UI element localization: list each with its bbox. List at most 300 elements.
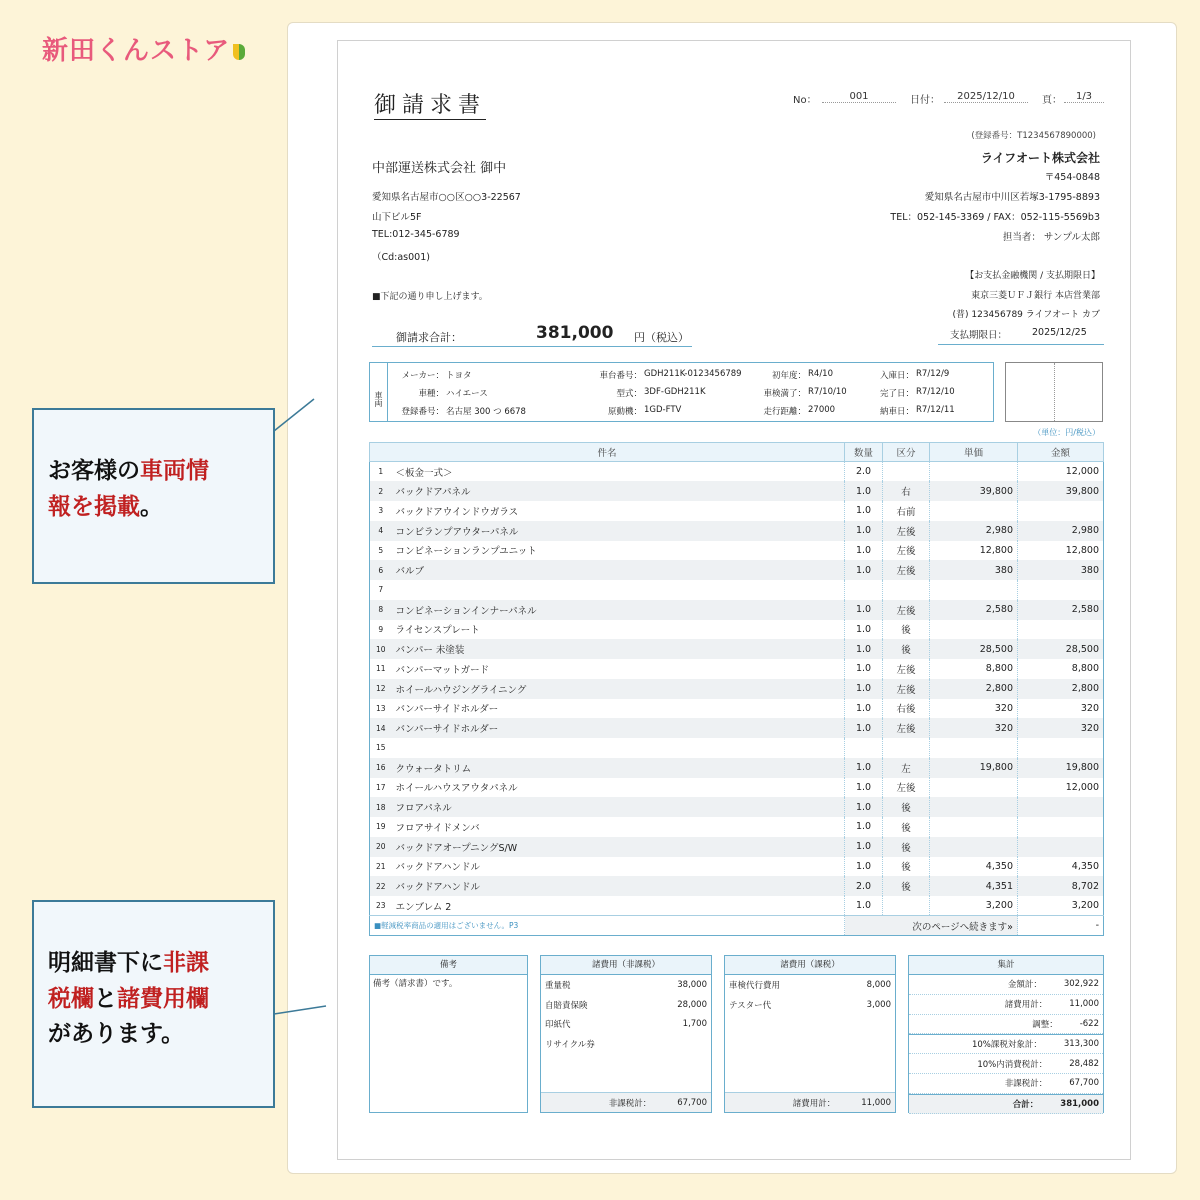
item-amount: 28,500 [1018, 639, 1104, 659]
row-number: 15 [370, 738, 392, 758]
item-class: 後 [883, 876, 930, 896]
item-class: 左後 [883, 679, 930, 699]
callout2-text-c: があります。 [48, 1021, 185, 1048]
item-class [883, 580, 930, 600]
item-amount: 2,580 [1018, 600, 1104, 620]
registration-number: (登録番号：T1234567890000) [971, 131, 1096, 141]
item-name: ホイールハウスアウタパネル [395, 783, 518, 795]
summary-row-label: 諸費用計： [1004, 1000, 1048, 1011]
nontax-box [540, 955, 712, 1113]
summary-rows [909, 975, 1103, 1114]
header-qty: 数量 [845, 443, 883, 462]
item-name: フロアサイドメンバ [395, 822, 480, 834]
item-class: 左後 [883, 659, 930, 679]
vehicle-value: 名古屋 300 つ 6678 [446, 407, 526, 417]
total-unit: 円（税込） [634, 331, 689, 344]
vehicle-label: 入庫日： [879, 371, 914, 381]
vehicle-info-box [369, 362, 994, 422]
item-name: コンビランプアウターパネル [392, 521, 845, 541]
vehicle-label: 原動機： [607, 407, 642, 417]
item-class: 右後 [883, 699, 930, 719]
item-name: バンパーサイドホルダー [392, 718, 845, 738]
summary-row-label: 金額計： [1007, 980, 1042, 991]
note-line: ■下記の通り申し上げます。 [372, 292, 488, 302]
row-number: 1 [370, 462, 392, 482]
item-class: 左後 [883, 521, 930, 541]
item-name: バックドアオープニングS/W [392, 837, 845, 857]
row-number: 10 [370, 639, 392, 659]
row-number: 3 [370, 501, 392, 521]
item-price [930, 797, 1018, 817]
item-amount: 8,800 [1018, 659, 1104, 679]
row-number: 2 [370, 481, 392, 501]
table-row [370, 699, 1104, 719]
nontax-row-value: 1,700 [682, 1019, 707, 1030]
item-amount: 8,702 [1018, 876, 1104, 896]
row-number: 20 [370, 837, 392, 857]
nontax-row [541, 1034, 711, 1054]
item-name: バックドアハンドル [392, 876, 845, 896]
invoice-title: 御請求書 [374, 93, 487, 118]
callout2-highlight-b: 税欄 [48, 985, 94, 1012]
item-qty: 1.0 [845, 521, 883, 541]
header-price: 単価 [930, 443, 1018, 462]
header-name: 件名 [370, 443, 845, 462]
callout-connector-2 [270, 1000, 330, 1020]
customer-tel: TEL:012-345-6789 [372, 229, 460, 240]
callout2-text-a: 明細書下に [48, 950, 163, 976]
item-price: 380 [930, 560, 1018, 580]
item-price [930, 620, 1018, 640]
vehicle-label: 登録番号： [401, 407, 444, 417]
callout1-text-a: お客様の [48, 458, 140, 484]
item-class [883, 462, 930, 482]
vehicle-label: 型式： [616, 389, 642, 399]
item-qty: 1.0 [845, 778, 883, 798]
summary-box [908, 955, 1104, 1113]
header-amount: 金額 [1018, 443, 1104, 462]
item-name: フロアパネル [392, 797, 845, 817]
nontax-total-label: 非課税計： [608, 1098, 652, 1109]
summary-row-value: 313,300 [1063, 1039, 1099, 1050]
item-amount: 19,800 [1018, 758, 1104, 778]
summary-row-value: 302,922 [1063, 979, 1099, 990]
vehicle-value: R7/12/9 [916, 369, 950, 379]
issuer-telfax: TEL：052-145-3369 / FAX：052-115-5569b3 [890, 212, 1100, 223]
nontax-row-label: 重量税 [545, 980, 571, 991]
vehicle-label: 車検満了： [763, 389, 806, 399]
taxed-row [725, 995, 895, 1015]
nontax-row-value: 38,000 [677, 979, 707, 990]
customer-address: 愛知県名古屋市○○区○○3-22567 [372, 192, 521, 203]
row-number: 8 [370, 600, 392, 620]
row-number: 16 [370, 758, 392, 778]
item-name: ライセンスプレート [395, 625, 480, 637]
row-number: 9 [370, 620, 392, 640]
beginner-leaf-icon [233, 44, 245, 60]
customer-name: 中部運送株式会社 御中 [372, 161, 507, 176]
item-amount: 3,200 [1018, 896, 1104, 916]
taxed-box [724, 955, 896, 1113]
summary-row [909, 975, 1103, 995]
nontax-row [541, 995, 711, 1015]
unit-note: （単位：円/税込） [1033, 428, 1100, 437]
table-row [370, 797, 1104, 817]
table-row [370, 639, 1104, 659]
item-price: 4,350 [930, 857, 1018, 877]
row-number: 5 [370, 541, 392, 561]
table-row [370, 600, 1104, 620]
remarks-text: 備考（請求書）です。 [373, 979, 458, 989]
table-row [370, 501, 1104, 521]
item-name [392, 738, 845, 758]
item-name: ＜板金一式＞ [395, 467, 453, 479]
table-row [370, 580, 1104, 600]
item-price: 2,980 [930, 521, 1018, 541]
vehicle-value: R7/10/10 [808, 387, 847, 397]
row-number: 22 [370, 876, 392, 896]
callout1-highlight-a: 車両情 [140, 458, 209, 484]
item-qty: 1.0 [845, 817, 883, 837]
invoice-page [337, 40, 1131, 1160]
item-class: 後 [883, 817, 930, 837]
stamp-divider [1054, 363, 1055, 421]
item-name: コンビネーションインナーパネル [392, 600, 845, 620]
due-label: 支払期限日： [950, 330, 1008, 341]
item-price: 19,800 [930, 758, 1018, 778]
callout2-highlight-c: 諸費用欄 [117, 985, 209, 1012]
item-amount: 4,350 [1018, 857, 1104, 877]
taxed-row-label: テスター代 [729, 1000, 772, 1011]
summary-row-value: 11,000 [1069, 999, 1099, 1010]
due-underline [938, 344, 1104, 345]
total-underline [372, 346, 692, 347]
table-row [370, 778, 1104, 798]
row-number: 19 [370, 817, 392, 837]
item-price [930, 580, 1018, 600]
table-row [370, 837, 1104, 857]
item-name: バックドアパネル [392, 481, 845, 501]
stamp-box [1005, 362, 1103, 422]
item-qty: 1.0 [845, 837, 883, 857]
item-price: 4,351 [930, 876, 1018, 896]
table-row [370, 718, 1104, 738]
vehicle-value: 3DF-GDH211K [644, 387, 706, 397]
item-amount: 320 [1018, 699, 1104, 719]
summary-row [909, 1015, 1103, 1035]
customer-code: （Cd:as001) [372, 252, 430, 263]
item-price: 8,800 [930, 659, 1018, 679]
tax-reduction-note: ■軽減税率商品の適用はございません。P3 [370, 916, 845, 936]
summary-row-value: -622 [1079, 1018, 1099, 1029]
item-class [883, 738, 930, 758]
item-qty: 1.0 [845, 758, 883, 778]
page-label: 頁： [1042, 95, 1062, 106]
item-qty: 1.0 [845, 600, 883, 620]
callout-connector-1 [270, 395, 320, 435]
nontax-rows [541, 975, 711, 1054]
summary-row-value: 28,482 [1069, 1058, 1099, 1069]
vehicle-side-label: 車両 [370, 363, 388, 421]
item-amount: 2,980 [1018, 521, 1104, 541]
vehicle-value: ハイエース [446, 389, 488, 399]
nontax-total-value: 67,700 [677, 1097, 707, 1108]
item-amount: 320 [1018, 718, 1104, 738]
vehicle-value: R7/12/10 [916, 387, 955, 397]
item-name: エンブレム 2 [395, 901, 452, 913]
remarks-box [369, 955, 528, 1113]
summary-row-value: 381,000 [1060, 1098, 1099, 1109]
item-name: クウォータトリム [392, 758, 845, 778]
callout1-highlight-b: 報を掲載 [48, 493, 140, 520]
item-qty [845, 580, 883, 600]
summary-row-value: 67,700 [1069, 1078, 1099, 1089]
vehicle-label: 車台番号： [599, 371, 642, 381]
callout2-highlight-a: 非課 [163, 950, 209, 976]
item-amount [1018, 817, 1104, 837]
page-value: 1/3 [1064, 91, 1104, 103]
item-price: 12,800 [930, 541, 1018, 561]
item-class: 後 [883, 639, 930, 659]
item-qty: 1.0 [845, 896, 883, 916]
item-qty: 1.0 [845, 501, 883, 521]
row-number: 7 [370, 580, 392, 600]
item-price: 320 [930, 699, 1018, 719]
item-price: 39,800 [930, 481, 1018, 501]
item-amount: 380 [1018, 560, 1104, 580]
item-class: 後 [883, 620, 930, 640]
summary-row-label: 非課税計： [1004, 1079, 1048, 1090]
vehicle-label: メーカー： [401, 371, 444, 381]
summary-row-label: 10%課税対象計： [971, 1040, 1042, 1051]
row-number: 21 [370, 857, 392, 877]
item-price [930, 778, 1018, 798]
item-qty: 1.0 [845, 797, 883, 817]
item-amount: 12,800 [1018, 541, 1104, 561]
item-class: 左 [883, 758, 930, 778]
row-number: 4 [370, 521, 392, 541]
summary-title: 集計 [909, 956, 1103, 975]
nontax-total-row [541, 1092, 711, 1112]
item-price: 2,800 [930, 679, 1018, 699]
remarks-title: 備考 [370, 956, 527, 975]
due-date: 2025/12/25 [1032, 327, 1087, 338]
summary-row [909, 995, 1103, 1015]
item-name: バンパー 未塗装 [392, 639, 845, 659]
table-row [370, 659, 1104, 679]
taxed-row-value: 3,000 [866, 999, 891, 1010]
vehicle-label: 納車日： [879, 407, 914, 417]
taxed-title: 諸費用（課税） [725, 956, 895, 975]
nontax-row-label: 印紙代 [545, 1020, 571, 1031]
vehicle-value: トヨタ [446, 371, 472, 381]
issuer-staff: 担当者： サンプル太郎 [1002, 232, 1100, 243]
table-row [370, 541, 1104, 561]
taxed-total-row [725, 1092, 895, 1112]
item-price [930, 817, 1018, 837]
table-row [370, 738, 1104, 758]
item-qty: 1.0 [845, 481, 883, 501]
taxed-total-label: 諸費用計： [792, 1098, 836, 1109]
vehicle-label: 初年度： [771, 371, 806, 381]
items-table [369, 442, 1104, 936]
item-class: 後 [883, 797, 930, 817]
customer-building: 山下ビル5F [372, 212, 422, 223]
date-label: 日付： [910, 95, 940, 106]
nontax-row-label: リサイクル券 [545, 1040, 595, 1051]
item-name: バックドアウインドウガラス [395, 506, 519, 518]
item-name: ホイールハウジングライニング [392, 679, 845, 699]
item-class: 後 [883, 837, 930, 857]
table-row [370, 876, 1104, 896]
taxed-rows [725, 975, 895, 1015]
nontax-row-value: 28,000 [677, 999, 707, 1010]
item-amount: 12,000 [1018, 462, 1104, 482]
date-value: 2025/12/10 [944, 91, 1028, 103]
bottom-sections-callout [32, 900, 275, 1108]
row-number: 14 [370, 718, 392, 738]
payment-title: 【お支払金融機関 / 支払期限日】 [965, 271, 1100, 281]
callout2-text-b: と [94, 985, 117, 1012]
nontax-row-label: 自賠責保険 [545, 1000, 588, 1011]
table-row [370, 521, 1104, 541]
item-qty: 1.0 [845, 541, 883, 561]
next-page-note: 次のページへ続きます» [845, 916, 1018, 936]
callout1-text-b: 。 [140, 493, 163, 520]
item-qty: 1.0 [845, 659, 883, 679]
table-row [370, 896, 1104, 916]
item-name: バンパーサイドホルダー [395, 704, 499, 716]
table-row [370, 481, 1104, 501]
item-name: コンビネーションランプユニット [395, 546, 537, 558]
header-class: 区分 [883, 443, 930, 462]
summary-row-label: 10%内消費税計： [977, 1059, 1048, 1070]
issuer-address: 愛知県名古屋市中川区若塚3-1795-8893 [924, 192, 1100, 203]
item-amount [1018, 620, 1104, 640]
item-amount: 39,800 [1018, 481, 1104, 501]
taxed-row-label: 車検代行費用 [729, 980, 781, 991]
item-price: 320 [930, 718, 1018, 738]
item-class: 左後 [883, 600, 930, 620]
table-row [370, 758, 1104, 778]
row-number: 13 [370, 699, 392, 719]
table-row [370, 462, 1104, 482]
summary-row-label: 調整： [1032, 1019, 1058, 1030]
item-qty: 1.0 [845, 718, 883, 738]
summary-row [909, 1054, 1103, 1074]
vehicle-info-callout [32, 408, 275, 584]
item-amount [1018, 501, 1104, 521]
table-row [370, 817, 1104, 837]
item-class: 右前 [883, 501, 930, 521]
store-logo: 新田くんストア [42, 30, 245, 67]
item-qty [845, 738, 883, 758]
table-row [370, 620, 1104, 640]
item-qty: 2.0 [845, 462, 883, 482]
item-price [930, 462, 1018, 482]
item-amount [1018, 837, 1104, 857]
item-qty: 1.0 [845, 620, 883, 640]
summary-row [909, 1074, 1103, 1094]
item-amount: 2,800 [1018, 679, 1104, 699]
taxed-row-value: 8,000 [866, 979, 891, 990]
item-class: 左後 [883, 560, 930, 580]
no-label: No： [793, 95, 817, 106]
item-price: 3,200 [930, 896, 1018, 916]
item-name: バルブ [392, 560, 845, 580]
summary-row-label: 合計： [1012, 1099, 1039, 1110]
item-class: 後 [883, 857, 930, 877]
item-amount: 12,000 [1018, 778, 1104, 798]
item-qty: 2.0 [845, 876, 883, 896]
item-name: バックドアハンドル [395, 862, 480, 874]
table-row [370, 560, 1104, 580]
row-number: 11 [370, 659, 392, 679]
vehicle-value: 27000 [808, 405, 836, 415]
row-number: 12 [370, 679, 392, 699]
item-name: バンパーマットガード [395, 664, 490, 676]
vehicle-label: 走行距離： [763, 407, 806, 417]
total-amount: 381,000 [536, 323, 614, 343]
table-row [370, 679, 1104, 699]
payment-account: (普) 123456789 ライフオート カブ [952, 310, 1100, 320]
row-number: 6 [370, 560, 392, 580]
item-class: 左後 [883, 778, 930, 798]
vehicle-label: 完了日： [879, 389, 914, 399]
item-amount [1018, 580, 1104, 600]
item-class: 左後 [883, 718, 930, 738]
item-price: 2,580 [930, 600, 1018, 620]
row-number: 23 [370, 896, 392, 916]
item-amount [1018, 738, 1104, 758]
item-qty: 1.0 [845, 560, 883, 580]
item-price [930, 738, 1018, 758]
taxed-row [725, 975, 895, 995]
payment-bank: 東京三菱ＵＦＪ銀行 本店営業部 [971, 291, 1100, 301]
nontax-row [541, 1015, 711, 1035]
vehicle-value: R7/12/11 [916, 405, 955, 415]
item-qty: 1.0 [845, 679, 883, 699]
vehicle-value: R4/10 [808, 369, 833, 379]
no-value: 001 [822, 91, 896, 103]
item-class: 左後 [883, 541, 930, 561]
item-price [930, 501, 1018, 521]
vehicle-value: GDH211K-0123456789 [644, 369, 742, 379]
item-qty: 1.0 [845, 857, 883, 877]
nontax-row [541, 975, 711, 995]
item-name [392, 580, 845, 600]
summary-row [909, 1034, 1103, 1054]
vehicle-label: 車種： [418, 389, 444, 399]
item-qty: 1.0 [845, 699, 883, 719]
table-row [370, 857, 1104, 877]
item-class: 右 [883, 481, 930, 501]
issuer-name: ライフオート株式会社 [980, 151, 1100, 165]
issuer-postal: 〒454-0848 [1044, 172, 1100, 183]
item-class [883, 896, 930, 916]
row-number: 18 [370, 797, 392, 817]
item-amount [1018, 797, 1104, 817]
total-label: 御請求合計： [396, 331, 462, 344]
taxed-total-value: 11,000 [861, 1097, 891, 1108]
summary-row [909, 1094, 1103, 1114]
item-price [930, 837, 1018, 857]
item-price: 28,500 [930, 639, 1018, 659]
item-qty: 1.0 [845, 639, 883, 659]
next-page-dash: - [1018, 916, 1104, 936]
nontax-title: 諸費用（非課税） [541, 956, 711, 975]
vehicle-value: 1GD-FTV [644, 405, 682, 415]
